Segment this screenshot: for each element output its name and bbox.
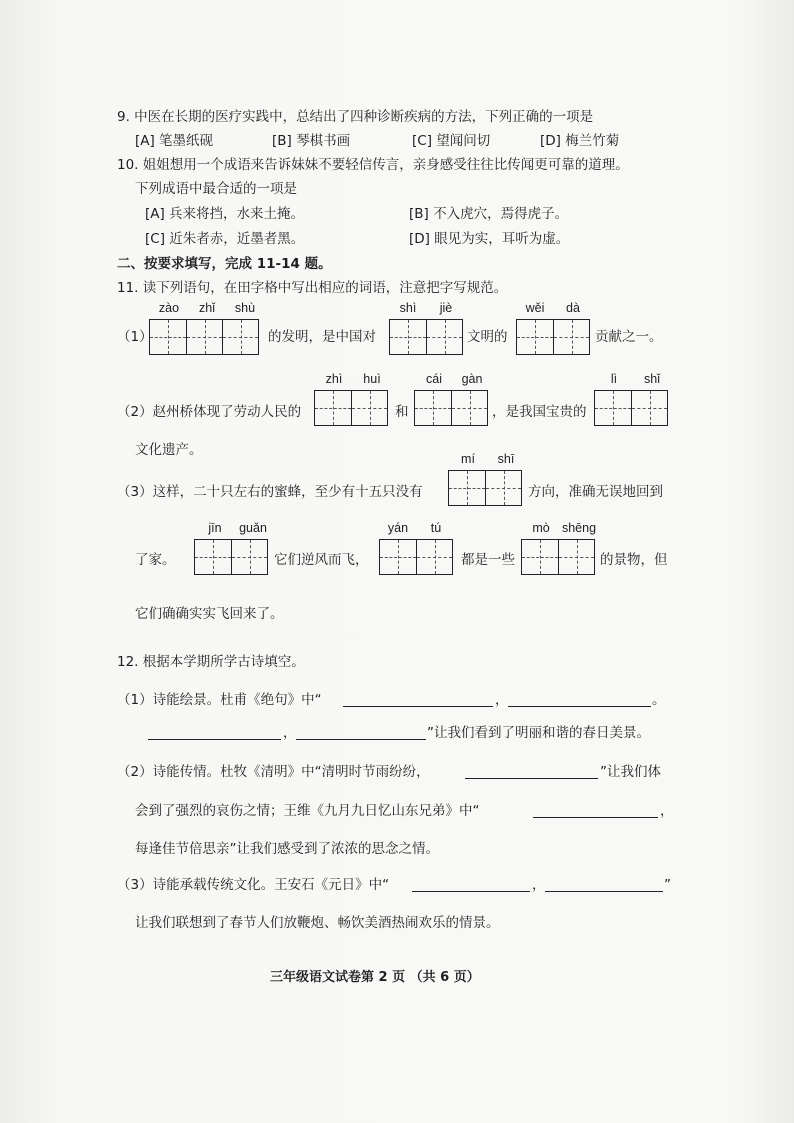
page-footer: 三年级语文试卷第 2 页 （共 6 页） (270, 970, 480, 985)
pinyin: shù (234, 301, 256, 315)
pinyin: dà (566, 301, 580, 315)
q10-option-c[interactable]: [C] 近朱者赤，近墨者黑。 (145, 231, 305, 247)
q12-2-text-3: 会到了强烈的哀伤之情；王维《九月九日忆山东兄弟》中“ (135, 803, 480, 819)
q11-1-text-2: 文明的 (467, 329, 508, 345)
q11-2-text-3: 文化遗产。 (135, 442, 203, 458)
q12-2-text-2: ”让我们体 (600, 764, 661, 780)
q9-option-b[interactable]: [B] 琴棋书画 (272, 133, 351, 149)
q10-option-b[interactable]: [B] 不入虎穴，焉得虎子。 (409, 206, 569, 222)
q10-option-a[interactable]: [A] 兵来将挡，水来土掩。 (145, 206, 305, 222)
q12-2-text-4: 每逢佳节倍思亲”让我们感受到了浓浓的思念之情。 (135, 841, 439, 857)
pinyin: shēng (561, 521, 597, 535)
q11-2-text-1: 和 (395, 404, 409, 420)
tianzige-grid[interactable] (414, 390, 488, 426)
pinyin: lì (610, 372, 618, 386)
pinyin: mò (532, 521, 550, 535)
q11-3-label: （3）这样，二十只左右的蜜蜂，至少有十五只没有 (117, 484, 423, 500)
q12-stem: 12. 根据本学期所学古诗填空。 (117, 654, 305, 670)
section-heading: 二、按要求填写，完成 11-14 题。 (117, 256, 332, 272)
q12-1-text-2: ”让我们看到了明丽和谐的春日美景。 (427, 725, 650, 741)
q10-stem: 10. 姐姐想用一个成语来告诉妹妹不要轻信传言，亲身感受往往比传闻更可靠的道理。 (117, 157, 629, 173)
pinyin: huì (363, 372, 381, 386)
tianzige-grid[interactable] (389, 319, 463, 355)
pinyin: gàn (461, 372, 483, 386)
q11-stem: 11. 读下列语句，在田字格中写出相应的词语，注意把字写规范。 (117, 280, 508, 296)
tianzige-grid[interactable] (521, 539, 595, 575)
q11-3-text-2: 了家。 (135, 552, 176, 568)
pinyin: zào (158, 301, 180, 315)
pinyin: mí (461, 452, 475, 466)
answer-blank[interactable] (545, 877, 663, 892)
q11-3-text-1: 方向，准确无误地回到 (528, 484, 663, 500)
punct-comma: ， (660, 803, 674, 819)
pinyin: yán (387, 521, 409, 535)
q11-3-text-6: 它们确确实实飞回来了。 (135, 606, 284, 622)
tianzige-grid[interactable] (194, 539, 268, 575)
q12-3-text: （3）诗能承载传统文化。王安石《元日》中“ (117, 877, 390, 893)
tianzige-grid[interactable] (448, 470, 522, 506)
punct-comma: ， (283, 725, 297, 741)
punct-comma: ， (495, 692, 509, 708)
tianzige-grid[interactable] (379, 539, 453, 575)
tianzige-grid[interactable] (516, 319, 590, 355)
q12-3-quote: ” (664, 877, 671, 893)
q11-2-text-2: ，是我国宝贵的 (492, 404, 587, 420)
answer-blank[interactable] (533, 803, 658, 818)
tianzige-grid[interactable] (314, 390, 388, 426)
pinyin: cái (426, 372, 442, 386)
q9-stem: 9. 中医在长期的医疗实践中，总结出了四种诊断疾病的方法，下列正确的一项是 (117, 109, 594, 125)
tianzige-grid[interactable] (149, 319, 259, 355)
pinyin: shǐ (644, 372, 660, 386)
q10-option-d[interactable]: [D] 眼见为实，耳听为虚。 (409, 231, 570, 247)
q11-1-text-1: 的发明，是中国对 (268, 329, 376, 345)
q9-option-a[interactable]: [A] 笔墨纸砚 (135, 133, 214, 149)
q11-1-label: （1） (117, 329, 153, 345)
answer-blank[interactable] (296, 725, 426, 740)
pinyin: wěi (525, 301, 545, 315)
q11-1-text-3: 贡献之一。 (595, 329, 663, 345)
q11-3-text-5: 的景物，但 (600, 552, 668, 568)
answer-blank[interactable] (343, 692, 493, 707)
pinyin: zhǐ (199, 301, 215, 315)
q9-option-c[interactable]: [C] 望闻问切 (412, 133, 491, 149)
punct-comma: ， (532, 877, 546, 893)
q10-stem-2: 下列成语中最合适的一项是 (135, 181, 297, 197)
answer-blank[interactable] (148, 725, 281, 740)
q11-3-text-4: 都是一些 (461, 552, 515, 568)
pinyin: jiè (439, 301, 453, 315)
answer-blank[interactable] (508, 692, 651, 707)
pinyin: shī (497, 452, 515, 466)
q12-3-text-2: 让我们联想到了春节人们放鞭炮、畅饮美酒热闹欢乐的情景。 (135, 915, 500, 931)
q12-1-text: （1）诗能绘景。杜甫《绝句》中“ (117, 692, 322, 708)
q9-option-d[interactable]: [D] 梅兰竹菊 (540, 133, 620, 149)
pinyin: guǎn (239, 521, 267, 535)
pinyin: jīn (208, 521, 222, 535)
tianzige-grid[interactable] (594, 390, 668, 426)
q11-2-label: （2）赵州桥体现了劳动人民的 (117, 404, 302, 420)
pinyin: tú (430, 521, 442, 535)
answer-blank[interactable] (465, 764, 598, 779)
q12-2-text: （2）诗能传情。杜牧《清明》中“清明时节雨纷纷， (117, 764, 430, 780)
pinyin: zhì (325, 372, 343, 386)
punct-period: 。 (652, 692, 666, 708)
q11-3-text-3: 它们逆风而飞， (274, 552, 369, 568)
answer-blank[interactable] (412, 877, 530, 892)
pinyin: shì (399, 301, 417, 315)
